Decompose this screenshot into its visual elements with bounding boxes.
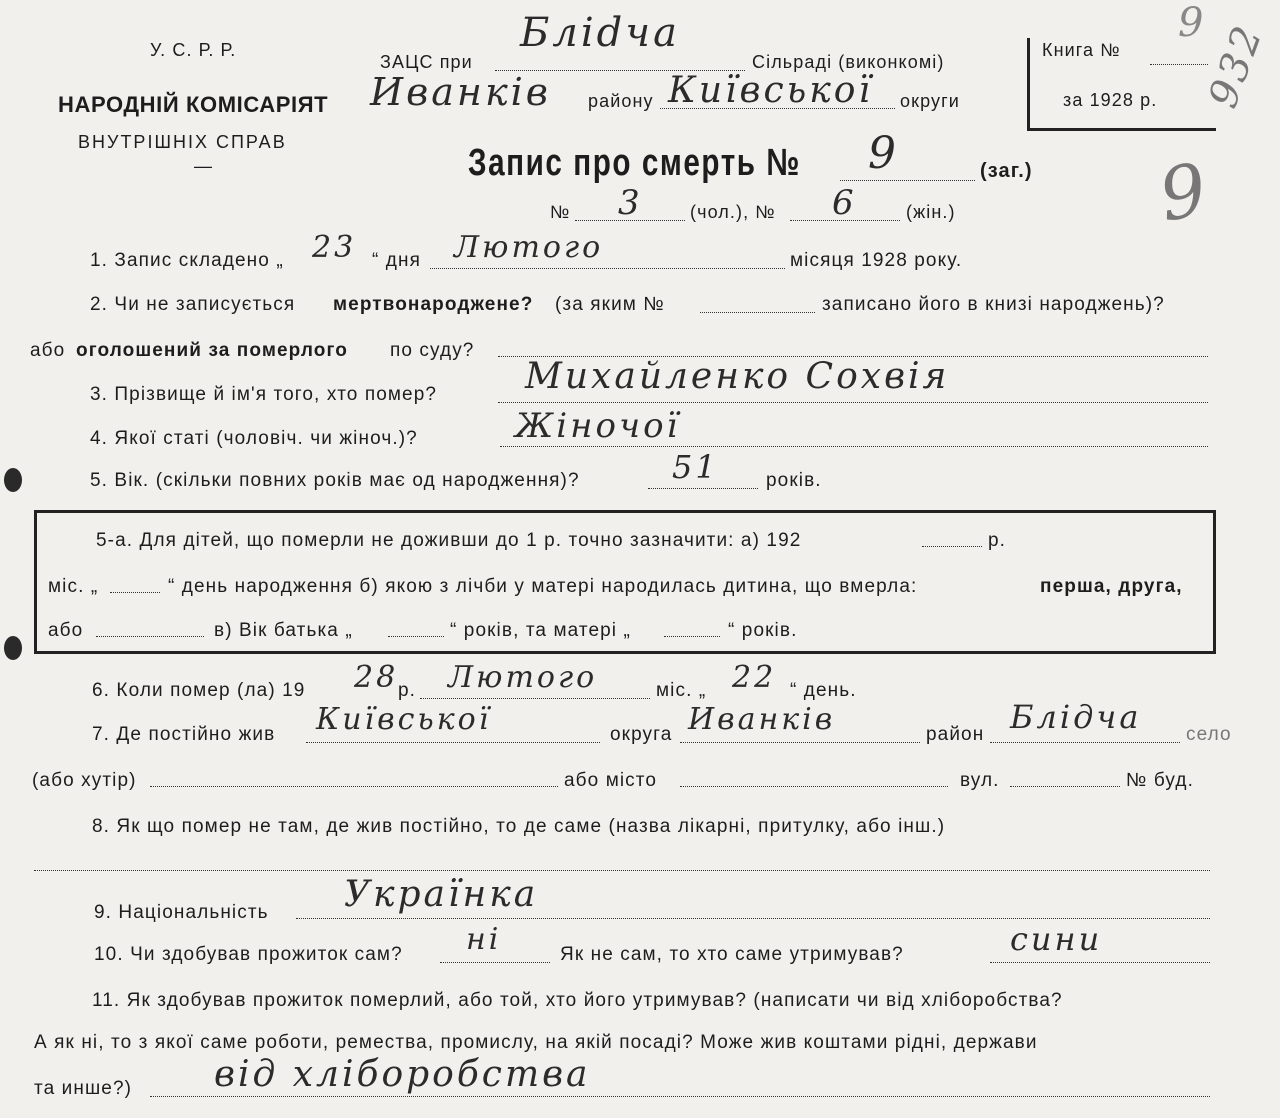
item7-village-line (990, 742, 1180, 743)
item11-line2: А як ні, то з якої саме роботи, ремества, промислу, на якій посаді? Може жив коштами рідні, держави (34, 1032, 1038, 1053)
book-number-handwritten: 9 (1178, 0, 1207, 46)
header-dash: — (194, 156, 214, 176)
item6-month-line (420, 698, 650, 699)
item5a-mother-age: “ років, та матері „ (450, 620, 631, 641)
death-year-handwritten: 28 (354, 660, 399, 695)
item5a-order: перша, друга, (1040, 576, 1183, 597)
male-label: (чол.), № (690, 202, 776, 222)
margin-note-number: 932 (1200, 17, 1273, 114)
male-number-prefix: № (550, 202, 571, 222)
item8-label: 8. Як що помер не там, де жив постійно, то де саме (назва лікарні, притулку, або інш.) (92, 816, 946, 837)
item7-house: № буд. (1126, 770, 1194, 791)
item7-hamlet-line (150, 786, 558, 787)
item9-line (296, 918, 1210, 919)
item6-r: р. (398, 680, 417, 701)
residence-okrug-handwritten: Київської (316, 702, 492, 737)
item7-selo: село (1186, 724, 1232, 745)
death-month-handwritten: Лютого (448, 660, 598, 695)
item10-label-b: Як не сам, то хто саме утримував? (560, 944, 904, 965)
residence-raion-handwritten: Иванків (688, 702, 836, 737)
deceased-name-handwritten: Михайленко Сохвія (525, 356, 950, 397)
okrug-label: округи (900, 91, 960, 111)
total-suffix: (заг.) (980, 160, 1033, 182)
death-day-handwritten: 22 (732, 660, 777, 695)
item7-city: або місто (564, 770, 658, 791)
item1-year: місяця 1928 року. (790, 250, 963, 271)
item7-street: вул. (960, 770, 1000, 791)
item5a-father-age: в) Вік батька „ (214, 620, 353, 641)
item5-line (648, 488, 758, 489)
item7-okrug-line (306, 742, 600, 743)
item3-label: 3. Прізвище й ім'я того, хто помер? (90, 384, 438, 405)
item10-supporter-line (990, 962, 1210, 963)
male-number-handwritten: 3 (618, 183, 643, 223)
supporter-handwritten: сини (1010, 920, 1103, 958)
item7-raion-line (680, 742, 920, 743)
female-number-handwritten: 6 (832, 183, 857, 223)
item3-line (498, 402, 1208, 403)
item5a-month-prefix: міс. „ (48, 576, 99, 597)
item10-label-a: 10. Чи здобував прожиток сам? (94, 944, 403, 965)
item7-label: 7. Де постійно жив (92, 724, 276, 745)
item9-label: 9. Національність (94, 902, 269, 923)
livelihood-handwritten: від хліборобства (214, 1054, 591, 1095)
item10-self-line (440, 962, 550, 963)
margin-note-digit: 9 (1153, 146, 1216, 238)
item11-line3: та инше?) (34, 1078, 133, 1099)
item5a-years: “ років. (728, 620, 798, 641)
village-handwritten: Бліdча (520, 10, 680, 56)
zags-prefix: ЗАЦС при (380, 52, 473, 72)
item6-prefix: 6. Коли помер (ла) 19 (92, 680, 306, 701)
district-handwritten: Иванків (370, 70, 551, 114)
item5-label: 5. Вік. (скільки повних років має од народження)? (90, 470, 580, 491)
item5a-order-line (96, 636, 204, 637)
female-label: (жін.) (906, 202, 956, 222)
item11-line (150, 1096, 1210, 1097)
record-number-handwritten: 9 (868, 128, 899, 179)
item7-street-line (1010, 786, 1120, 787)
book-label: Книга № (1042, 40, 1121, 60)
item2-text-b: (за яким № (555, 294, 665, 315)
punch-hole-bottom (4, 636, 22, 660)
item8-line (34, 870, 1210, 871)
self-support-handwritten: ні (466, 922, 502, 957)
item5a-line1: 5-а. Для дітей, що померли не доживши до 1 р. точно зазначити: а) 192 (96, 530, 802, 551)
item5a-mother-line (664, 636, 720, 637)
item5-years: років. (766, 470, 822, 491)
male-number-line (575, 220, 685, 221)
item2-stillborn: мертвонароджене? (333, 294, 534, 315)
item6-mis: міс. „ (656, 680, 707, 701)
item1-month-line (430, 268, 785, 269)
item4-line (500, 446, 1208, 447)
item2-text-a: 2. Чи не записується (90, 294, 296, 315)
item2-number-line (700, 312, 815, 313)
item7-hamlet: (або хутір) (32, 770, 137, 791)
item6-day: “ день. (790, 680, 857, 701)
item2-text-d: або (30, 340, 66, 361)
item1-day-handwritten: 23 (312, 230, 357, 265)
item1-day-suffix: “ дня (372, 250, 421, 271)
nationality-handwritten: Українка (344, 874, 539, 915)
book-year: за 1928 р. (1063, 90, 1158, 110)
district-label: району (588, 91, 654, 111)
residence-village-handwritten: Блідча (1010, 698, 1142, 736)
republic-header: У. С. Р. Р. (150, 40, 237, 60)
item5a-or: або (48, 620, 84, 641)
item5a-father-line (388, 636, 444, 637)
female-number-line (790, 220, 900, 221)
item5a-year-line (922, 546, 982, 547)
item2-declared-dead: оголошений за померлого (76, 340, 348, 361)
item5a-line2: “ день народження б) якою з лічби у матері народилась дитина, що вмерла: (168, 576, 918, 597)
item7-okruga: округа (610, 724, 673, 745)
item7-raion: район (926, 724, 985, 745)
document-title: Запис про смерть № (468, 142, 801, 184)
okrug-dotted-line (660, 108, 895, 109)
record-number-line (840, 180, 975, 181)
item5a-line1-r: р. (988, 530, 1007, 551)
sex-handwritten: Жіночої (515, 406, 681, 446)
ministry-title: НАРОДНІЙ КОМІСАРІЯТ (58, 92, 329, 117)
item5a-month-line (110, 592, 160, 593)
item7-city-line (680, 786, 948, 787)
item11-line1: 11. Як здобував прожиток померлий, або той, хто його утримував? (написати чи від хліборобства? (92, 990, 1063, 1011)
okrug-handwritten: Київської (668, 70, 873, 111)
item4-label: 4. Якої статі (чоловіч. чи жіноч.)? (90, 428, 418, 449)
item2-text-e: по суду? (390, 340, 475, 361)
punch-hole-top (4, 468, 22, 492)
age-handwritten: 51 (672, 448, 719, 486)
council-label: Сільраді (виконкомі) (752, 52, 945, 72)
item1-month-handwritten: Лютого (454, 230, 604, 265)
item2-text-c: записано його в книзі народжень)? (822, 294, 1165, 315)
book-number-line (1150, 64, 1208, 65)
item1-prefix: 1. Запис складено „ (90, 250, 284, 271)
ministry-subtitle: ВНУТРІШНІХ СПРАВ (78, 132, 287, 152)
